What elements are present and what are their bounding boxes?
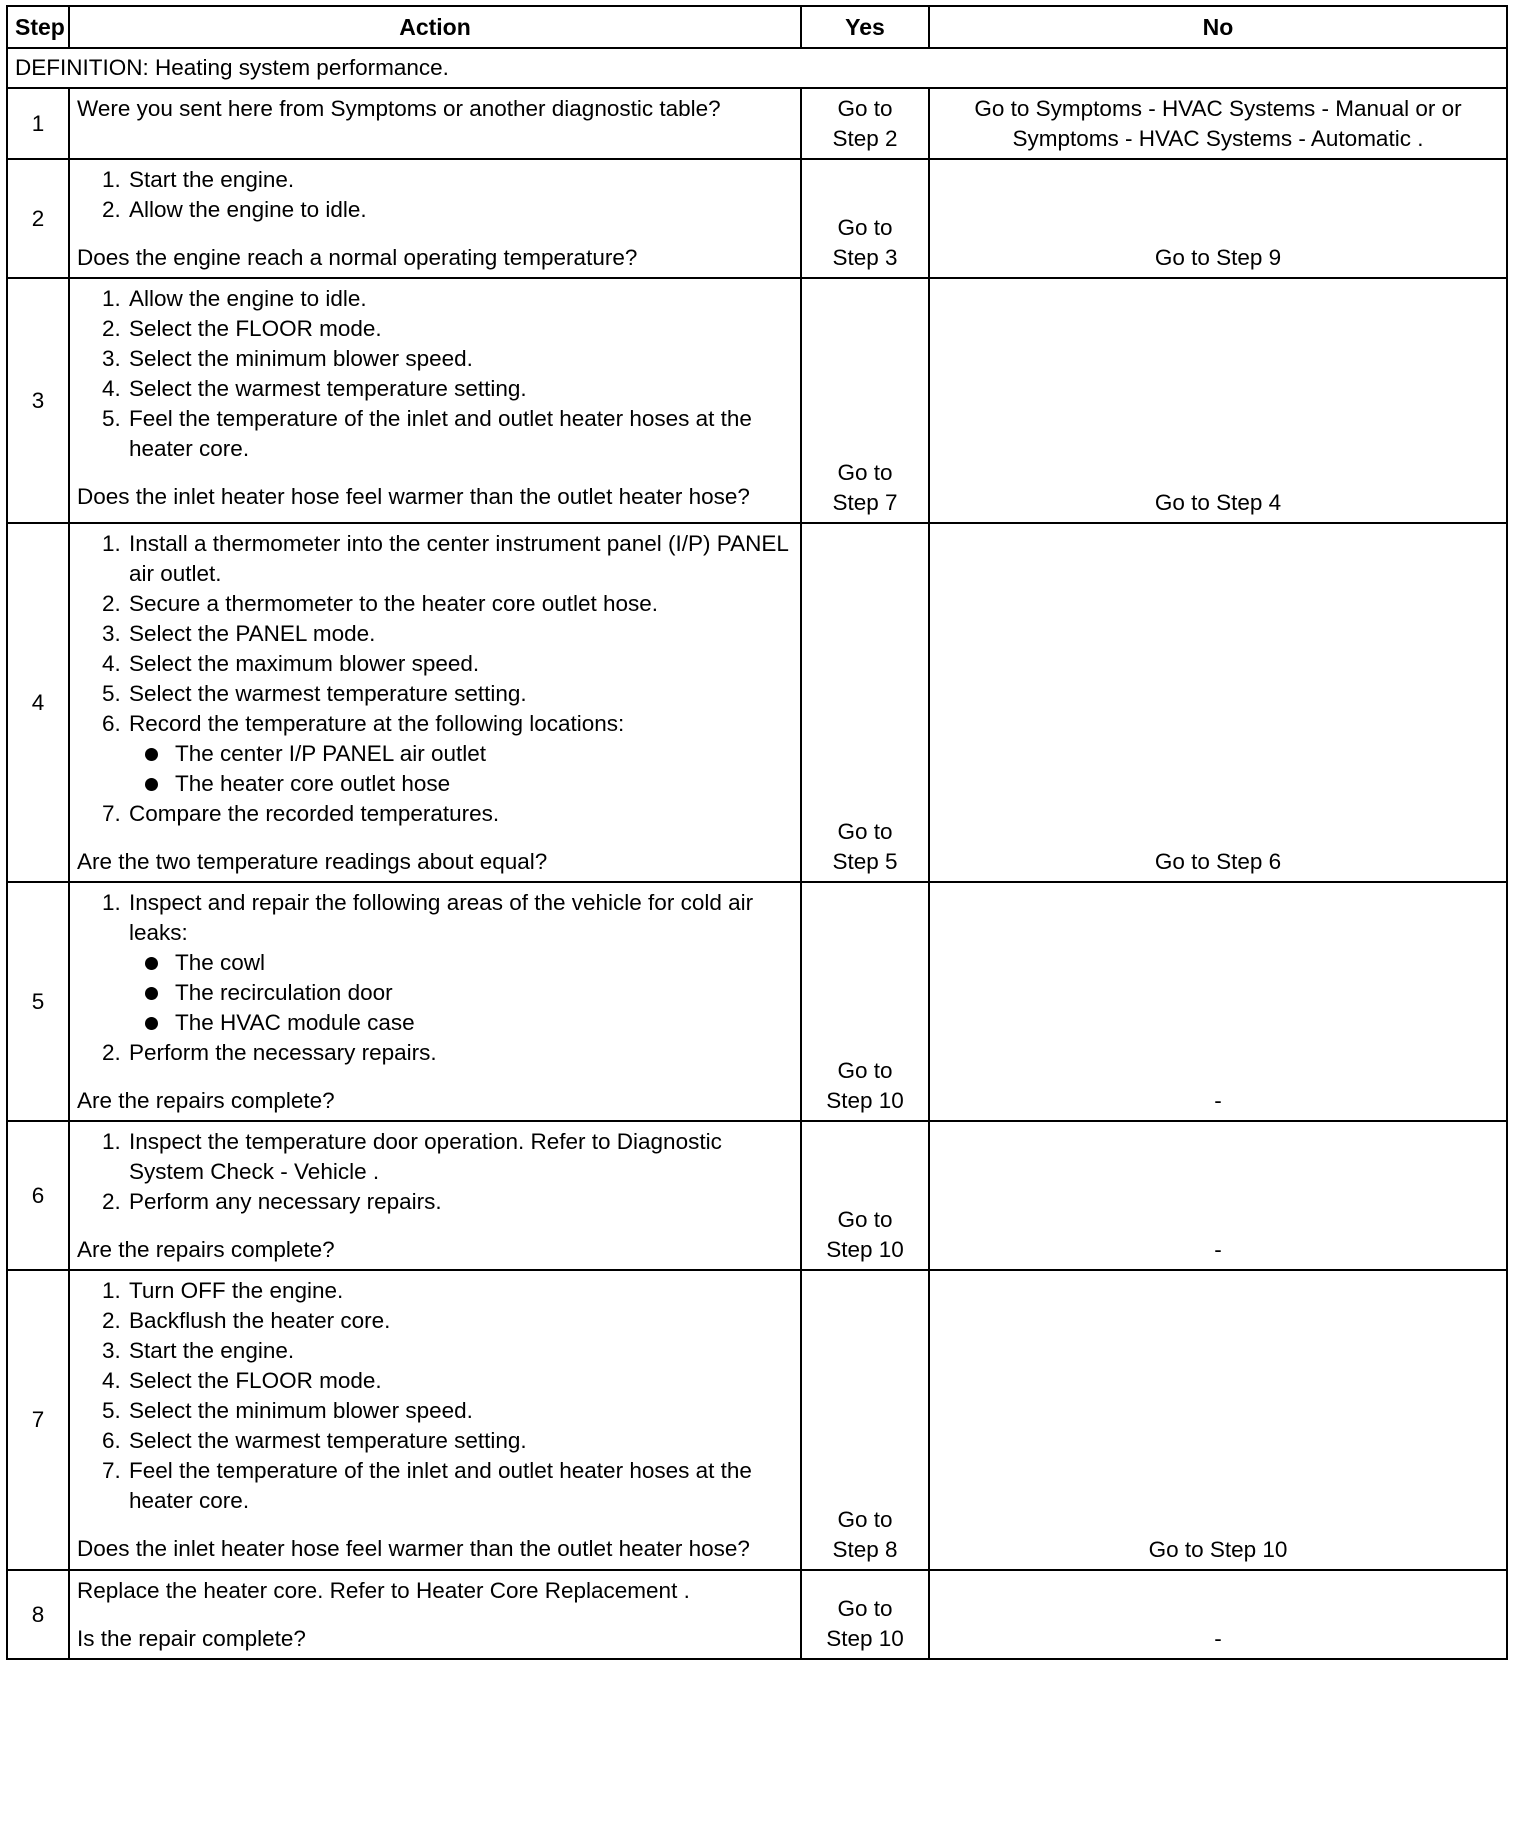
action-steps [77, 1276, 793, 1516]
yes-line: Go to [837, 1507, 893, 1532]
action-step: 5. Feel the temperature of the inlet and outlet heater hoses at the heater core. [127, 404, 793, 464]
action-steps [77, 284, 793, 464]
action-step: 1. Start the engine. [127, 165, 793, 195]
table-row [7, 1121, 1507, 1270]
action-step: 1. Inspect the temperature door operation. Refer to Diagnostic System Check - Vehicle . [127, 1127, 793, 1187]
no-line: Go to Step 4 [1154, 490, 1282, 515]
action-step: 6. Select the warmest temperature setting. [127, 1426, 793, 1456]
bullet-text: The center I/P PANEL air outlet [175, 741, 486, 766]
no-cell [929, 1121, 1507, 1270]
no-cell [929, 1270, 1507, 1570]
yes-line: Go to [837, 1058, 893, 1083]
definition-row [7, 48, 1507, 88]
bullet-list [129, 739, 793, 799]
yes-cell [801, 1270, 929, 1570]
yes-line: Go to [837, 460, 893, 485]
action-step: 5. Select the minimum blower speed. [127, 1396, 793, 1426]
action-steps [77, 888, 793, 1068]
action-cell [69, 523, 801, 882]
table-row [7, 1570, 1507, 1659]
action-step: 1. Install a thermometer into the center instrument panel (I/P) PANEL air outlet. [127, 529, 793, 589]
no-cell [929, 278, 1507, 523]
bullet-text: The cowl [175, 950, 266, 975]
no-line: Symptoms - HVAC Systems - Automatic . [1012, 126, 1424, 151]
action-step [127, 888, 793, 1038]
no-cell [929, 1570, 1507, 1659]
action-step: 2. Perform the necessary repairs. [127, 1038, 793, 1068]
step-number: 6 [7, 1121, 69, 1270]
diagnostic-table [6, 5, 1508, 1660]
step-number: 3 [7, 278, 69, 523]
yes-cell [801, 159, 929, 278]
no-line: Go to Step 9 [1154, 245, 1282, 270]
header-yes: Yes [801, 6, 929, 48]
table-row [7, 278, 1507, 523]
header-no: No [929, 6, 1507, 48]
action-step: 1. Allow the engine to idle. [127, 284, 793, 314]
bullet-text: The heater core outlet hose [175, 771, 451, 796]
action-cell [69, 1121, 801, 1270]
table-row [7, 159, 1507, 278]
yes-line: Step 10 [826, 1237, 904, 1262]
action-step: 7. Compare the recorded temperatures. [127, 799, 793, 829]
yes-line: Go to [837, 819, 893, 844]
no-cell [929, 523, 1507, 882]
action-step: 7. Feel the temperature of the inlet and outlet heater hoses at the heater core. [127, 1456, 793, 1516]
action-steps [77, 1127, 793, 1217]
no-line: Go to Step 10 [1148, 1537, 1288, 1562]
yes-line: Go to [837, 215, 893, 240]
yes-line: Step 5 [832, 849, 898, 874]
yes-line: Step 10 [826, 1088, 904, 1113]
action-step [127, 709, 793, 799]
no-cell [929, 88, 1507, 159]
bullet-list [129, 948, 793, 1038]
yes-cell [801, 278, 929, 523]
action-cell [69, 278, 801, 523]
yes-line: Step 10 [826, 1626, 904, 1651]
yes-line: Step 3 [832, 245, 898, 270]
action-cell [69, 1270, 801, 1570]
no-cell [929, 882, 1507, 1121]
action-question: Does the engine reach a normal operating temperature? [77, 245, 638, 270]
action-step: 3. Start the engine. [127, 1336, 793, 1366]
table-row [7, 523, 1507, 882]
action-step: 1. Turn OFF the engine. [127, 1276, 793, 1306]
bullet-icon [145, 987, 158, 1000]
action-question: Are the repairs complete? [77, 1237, 335, 1262]
no-line: - [1214, 1237, 1222, 1262]
bullet-icon [145, 778, 158, 791]
header-row [7, 6, 1507, 48]
step-number: 1 [7, 88, 69, 159]
action-step: 2. Select the FLOOR mode. [127, 314, 793, 344]
yes-cell [801, 1121, 929, 1270]
yes-line: Go to [837, 1596, 893, 1621]
action-step: 3. Select the PANEL mode. [127, 619, 793, 649]
action-cell [69, 88, 801, 159]
action-step-text: Record the temperature at the following locations: [129, 711, 625, 736]
action-question: Is the repair complete? [77, 1626, 306, 1651]
bullet-icon [145, 1017, 158, 1030]
action-step: 4. Select the FLOOR mode. [127, 1366, 793, 1396]
action-cell [69, 1570, 801, 1659]
yes-line: Step 8 [832, 1537, 898, 1562]
definition-text: DEFINITION: Heating system performance. [7, 48, 1507, 88]
header-step: Step [7, 6, 69, 48]
bullet-icon [145, 957, 158, 970]
action-question: Does the inlet heater hose feel warmer than the outlet heater hose? [77, 484, 750, 509]
bullet-item [175, 1008, 793, 1038]
bullet-item [175, 978, 793, 1008]
step-number: 4 [7, 523, 69, 882]
yes-line: Go to [837, 96, 893, 121]
step-number: 5 [7, 882, 69, 1121]
yes-line: Go to [837, 1207, 893, 1232]
bullet-icon [145, 748, 158, 761]
step-number: 7 [7, 1270, 69, 1570]
action-question: Are the two temperature readings about equal? [77, 849, 548, 874]
bullet-item [175, 769, 793, 799]
action-steps [77, 529, 793, 829]
action-step: 2. Secure a thermometer to the heater core outlet hose. [127, 589, 793, 619]
no-line: Go to Symptoms - HVAC Systems - Manual or or [974, 96, 1462, 121]
step-number: 8 [7, 1570, 69, 1659]
bullet-item [175, 948, 793, 978]
step-number: 2 [7, 159, 69, 278]
action-question: Were you sent here from Symptoms or another diagnostic table? [77, 96, 721, 121]
action-step: 5. Select the warmest temperature setting. [127, 679, 793, 709]
yes-cell [801, 882, 929, 1121]
no-line: Go to Step 6 [1154, 849, 1282, 874]
action-step: 2. Perform any necessary repairs. [127, 1187, 793, 1217]
action-cell [69, 882, 801, 1121]
yes-line: Step 7 [832, 490, 898, 515]
action-question: Does the inlet heater hose feel warmer than the outlet heater hose? [77, 1536, 750, 1561]
yes-line: Step 2 [832, 126, 898, 151]
header-action: Action [69, 6, 801, 48]
yes-cell [801, 88, 929, 159]
action-cell [69, 159, 801, 278]
no-cell [929, 159, 1507, 278]
table-row [7, 1270, 1507, 1570]
action-question: Are the repairs complete? [77, 1088, 335, 1113]
table-row [7, 882, 1507, 1121]
no-line: - [1214, 1088, 1222, 1113]
action-steps [77, 165, 793, 225]
action-step: 4. Select the maximum blower speed. [127, 649, 793, 679]
bullet-text: The HVAC module case [175, 1010, 415, 1035]
bullet-text: The recirculation door [175, 980, 393, 1005]
yes-cell [801, 523, 929, 882]
action-text: Replace the heater core. Refer to Heater Core Replacement . [77, 1578, 690, 1603]
bullet-item [175, 739, 793, 769]
no-line: - [1214, 1626, 1222, 1651]
action-step: 2. Backflush the heater core. [127, 1306, 793, 1336]
table-row [7, 88, 1507, 159]
action-step-text: Inspect and repair the following areas of the vehicle for cold air leaks: [129, 890, 754, 945]
action-step: 4. Select the warmest temperature setting. [127, 374, 793, 404]
action-step: 2. Allow the engine to idle. [127, 195, 793, 225]
action-step: 3. Select the minimum blower speed. [127, 344, 793, 374]
yes-cell [801, 1570, 929, 1659]
